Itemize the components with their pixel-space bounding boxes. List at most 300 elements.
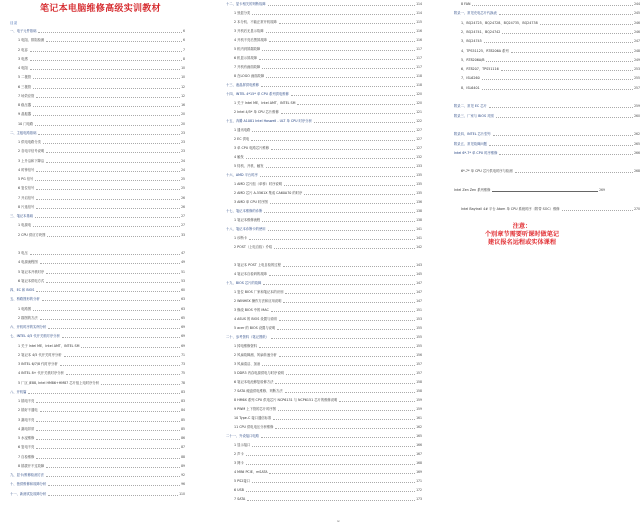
toc-entry[interactable]: [226, 334, 422, 341]
toc-entry-leader: [285, 392, 415, 393]
toc-entry[interactable]: [454, 113, 640, 120]
toc-entry-leader: [33, 115, 180, 116]
toc-entry[interactable]: [18, 121, 185, 128]
toc-entry-page: 27: [181, 214, 185, 218]
toc-entry[interactable]: [461, 57, 640, 64]
toc-entry[interactable]: [18, 407, 185, 414]
toc-entry-title: 十、独供维修和故障分析: [10, 482, 47, 487]
toc-entry[interactable]: [10, 324, 185, 331]
toc-entry-title: 1 电路图: [18, 306, 32, 311]
toc-entry-title: 3 修改 BIOS 中的 MAC: [234, 308, 269, 312]
toc-entry-page: 12: [181, 93, 185, 98]
toc-entry[interactable]: [234, 244, 422, 251]
toc-entry[interactable]: [18, 269, 185, 276]
toc-entry-page: 173: [416, 497, 422, 501]
toc-entry-title: 4 ASUS 的 BIOS 设置与说明: [234, 317, 277, 321]
toc-entry-title: 6*-7* 单 CPU 芯片供电时序与检测: [461, 169, 513, 174]
toc-entry[interactable]: [18, 361, 185, 368]
toc-entry-page: 138: [416, 218, 422, 222]
toc-entry[interactable]: [10, 333, 185, 340]
toc-entry[interactable]: [226, 226, 422, 233]
toc-entry[interactable]: [18, 56, 185, 63]
toc-entry-leader: [43, 143, 180, 144]
toc-entry-leader: [286, 374, 415, 375]
toc-entry[interactable]: [454, 10, 640, 17]
toc-entry[interactable]: [234, 379, 422, 386]
toc-entry-leader: [64, 356, 181, 357]
toc-entry-page: 69: [181, 334, 185, 339]
toc-entry[interactable]: [18, 259, 185, 266]
toc-entry-leader: [262, 50, 415, 51]
toc-entry[interactable]: [10, 472, 185, 479]
toc-entry[interactable]: [18, 195, 185, 202]
toc-entry-page: 249: [634, 57, 640, 62]
toc-entry-title: 2 笔记本 4/5 代开关时序分析: [18, 352, 62, 357]
toc-entry[interactable]: [234, 343, 422, 350]
toc-entry-title: 4 INTEL 8+ 代开关机时序分析: [18, 371, 64, 376]
toc-entry-leader: [278, 410, 415, 411]
toc-entry-page: 63: [181, 306, 185, 311]
toc-entry[interactable]: [226, 172, 422, 179]
toc-entry[interactable]: [18, 463, 185, 470]
toc-entry[interactable]: [234, 496, 422, 503]
toc-entry-page: 10: [181, 66, 185, 70]
toc-entry[interactable]: [18, 139, 185, 146]
toc-entry-leader: [249, 239, 415, 240]
toc-entry[interactable]: [18, 158, 185, 165]
toc-entry[interactable]: [18, 204, 185, 211]
toc-column-right: [433, 0, 640, 528]
toc-entry[interactable]: [461, 29, 640, 36]
toc-entry[interactable]: [18, 84, 185, 91]
toc-entry-page: 246: [634, 20, 640, 25]
toc-entry-page: 159: [416, 398, 422, 402]
toc-entry-title: 十二、显卡相关的判断故障: [226, 2, 266, 6]
toc-entry-leader: [486, 61, 633, 62]
toc-entry[interactable]: [234, 199, 422, 206]
toc-entry-leader: [339, 401, 415, 402]
toc-entry-page: 10: [181, 75, 185, 80]
toc-entry-title: Intel 6*-7* 单 CPU 时序维修: [454, 150, 498, 155]
toc-entry[interactable]: [461, 168, 640, 175]
toc-entry-page: 26: [181, 195, 185, 200]
toc-entry[interactable]: [461, 48, 640, 55]
toc-entry-leader: [36, 430, 180, 431]
toc-entry-leader: [501, 70, 633, 71]
toc-entry-leader: [261, 86, 415, 87]
toc-entry[interactable]: [18, 444, 185, 451]
toc-entry-title: 十四、INTEL 4*15* 单 CPU 系列供电维修: [226, 92, 289, 96]
toc-label[interactable]: 目录: [10, 21, 18, 25]
toc-entry-title: 5、RT8206A/B: [461, 57, 485, 62]
notice-heading: 注意：: [512, 223, 532, 230]
toc-entry-page: 165: [416, 434, 422, 438]
toc-entry[interactable]: [18, 370, 185, 377]
page-footer-mark: iv: [337, 519, 340, 523]
toc-entry-title: 8 片选信号: [18, 204, 35, 209]
toc-entry-leader: [36, 97, 180, 98]
toc-entry[interactable]: [10, 389, 185, 396]
toc-entry-leader: [252, 131, 415, 132]
toc-entry-title: 十五、奔腾 A1081 Intel Haswell - ULT 单 CPU 时序分析: [226, 119, 312, 123]
toc-entry[interactable]: [234, 442, 422, 449]
toc-entry-leader: [30, 254, 180, 255]
toc-entry-title: 1 笔记本维修流程: [234, 218, 261, 222]
toc-entry-leader: [499, 14, 633, 15]
toc-entry[interactable]: [234, 487, 422, 494]
toc-entry-title: 3 上升沿和下降沿: [18, 158, 45, 163]
toc-entry-title: 4 触发: [234, 155, 244, 159]
toc-entry-page: 49: [181, 260, 185, 265]
toc-entry-page: 23: [181, 149, 185, 154]
toc-entry-leader: [36, 421, 180, 422]
toc-entry-page: 23: [181, 130, 185, 135]
toc-entry-page: 25: [181, 186, 185, 191]
toc-entry[interactable]: [234, 181, 422, 188]
toc-entry[interactable]: [18, 65, 185, 72]
toc-entry-leader: [33, 310, 180, 311]
toc-entry-page: 158: [416, 380, 422, 384]
toc-entry-page: 25: [181, 177, 185, 181]
toc-entry-page: 92: [181, 473, 185, 477]
toc-entry[interactable]: [454, 187, 605, 194]
toc-entry-title: 5 PS2接口: [234, 479, 250, 483]
toc-entry[interactable]: [234, 352, 422, 359]
toc-entry-page: 53: [181, 278, 185, 283]
toc-entry-page: 255: [634, 76, 640, 81]
toc-entry-title: 二十、参考资料（笔记图纸）: [226, 335, 269, 339]
toc-entry[interactable]: [226, 91, 422, 98]
toc-entry[interactable]: [234, 424, 422, 431]
toc-entry-page: 20: [181, 112, 185, 117]
toc-entry[interactable]: [10, 481, 185, 488]
toc-entry[interactable]: [234, 64, 422, 71]
toc-entry[interactable]: [18, 74, 185, 81]
toc-entry[interactable]: [18, 111, 185, 118]
toc-entry[interactable]: [18, 380, 185, 387]
toc-entry-page: 84: [181, 408, 185, 413]
toc-entry-leader: [291, 95, 415, 96]
toc-entry-page: 51: [181, 269, 185, 274]
toc-entry[interactable]: [454, 150, 640, 157]
toc-entry-page: 33: [181, 232, 185, 237]
toc-entry[interactable]: [18, 250, 185, 257]
toc-entry[interactable]: [461, 66, 640, 73]
toc-entry-title: 二、主板电路基础: [10, 130, 37, 135]
toc-entry-title: 十一、新测试及故障分析: [10, 491, 47, 496]
toc-entry[interactable]: [234, 451, 422, 458]
toc-entry-title: 二十一、外设接口电路: [226, 434, 259, 438]
toc-entry[interactable]: [18, 102, 185, 109]
toc-entry-leader: [304, 194, 415, 195]
toc-entry[interactable]: [10, 491, 185, 498]
toc-entry[interactable]: [234, 109, 422, 116]
toc-entry[interactable]: [18, 398, 185, 405]
toc-entry[interactable]: [226, 82, 422, 89]
toc-entry-page: 143: [416, 263, 422, 267]
toc-entry-leader: [502, 33, 633, 34]
toc-entry[interactable]: [226, 280, 422, 287]
toc-entry-title: 7 开机有画面故障: [234, 65, 261, 69]
toc-entry-leader: [252, 446, 415, 447]
toc-entry[interactable]: [10, 296, 185, 303]
toc-entry-page: 246: [634, 29, 640, 34]
toc-entry[interactable]: [18, 315, 185, 322]
toc-entry[interactable]: [226, 1, 422, 8]
toc-entry-title: 2 电容: [18, 47, 28, 52]
toc-entry-page: 122: [416, 119, 422, 123]
toc-entry[interactable]: [234, 370, 422, 377]
toc-entry[interactable]: [234, 10, 422, 17]
toc-entry-page: 141: [416, 227, 422, 231]
toc-entry[interactable]: [234, 190, 422, 197]
toc-entry[interactable]: [461, 75, 640, 82]
toc-entry[interactable]: [226, 208, 422, 215]
toc-entry-title: 8 插拔开不过故障: [18, 463, 45, 468]
toc-entry-leader: [46, 41, 182, 42]
toc-entry-page: 269: [599, 188, 605, 192]
toc-entry-leader: [266, 167, 416, 168]
toc-entry[interactable]: [234, 262, 422, 269]
toc-entry[interactable]: [10, 287, 185, 294]
toc-entry[interactable]: [234, 478, 422, 485]
toc-entry[interactable]: [234, 136, 422, 143]
toc-entry[interactable]: [461, 20, 640, 27]
toc-entry-title: 1 电源电: [18, 223, 32, 228]
toc-entry-title: 2 WINHEX 操作方法和应用说明: [234, 299, 282, 303]
toc-entry-leader: [38, 32, 182, 33]
toc-entry-title: 五、桥路图形的分析: [10, 297, 40, 302]
toc-entry-page: 116: [416, 38, 422, 42]
toc-entry-leader: [562, 210, 634, 211]
toc-entry-leader: [262, 365, 415, 366]
toc-entry[interactable]: [234, 73, 422, 80]
toc-entry-page: 83: [181, 389, 185, 394]
document-title: 笔记本电脑维修高级实训教材: [40, 4, 161, 14]
toc-entry[interactable]: [18, 176, 185, 183]
toc-entry[interactable]: [18, 417, 185, 424]
toc-entry-title: 3 笔记本 POST 上电自检的过程: [234, 263, 281, 267]
toc-entry-title: 一、电子元件基础: [10, 29, 37, 33]
toc-entry-page: 155: [416, 344, 422, 348]
toc-entry[interactable]: [10, 213, 185, 220]
toc-entry[interactable]: [234, 217, 422, 224]
toc-entry-title: 6 USB: [234, 488, 244, 492]
toc-entry[interactable]: [18, 93, 185, 100]
toc-entry[interactable]: [18, 37, 185, 44]
toc-entry-title: 6、RT8207、TPS51116: [461, 67, 499, 72]
toc-entry[interactable]: [234, 460, 422, 467]
toc-entry[interactable]: [18, 167, 185, 174]
toc-entry[interactable]: [18, 148, 185, 155]
toc-entry-leader: [489, 145, 633, 146]
toc-entry-title: 1 供电电路分类: [18, 140, 41, 144]
toc-entry-title: 6 复位信号: [18, 186, 35, 191]
toc-entry[interactable]: [454, 131, 640, 138]
toc-entry-page: 259: [634, 104, 640, 109]
toc-entry-title: 附录三、厂家与 BIOS 对照: [454, 113, 494, 118]
toc-entry-page: 265: [634, 141, 640, 146]
toc-entry[interactable]: [18, 278, 185, 285]
toc-entry[interactable]: [10, 28, 185, 35]
toc-entry[interactable]: [234, 46, 422, 53]
toc-entry-page: 110: [179, 491, 185, 496]
toc-entry[interactable]: [234, 361, 422, 368]
toc-entry[interactable]: [234, 469, 422, 476]
toc-entry-title: 11 CPU 供电电压分析维修: [234, 425, 274, 429]
toc-entry[interactable]: [234, 406, 422, 413]
toc-entry[interactable]: [234, 235, 422, 242]
toc-entry-title: 八、开机篇: [10, 389, 27, 394]
toc-entry[interactable]: [234, 145, 422, 152]
toc-entry-leader: [274, 248, 415, 249]
toc-column-middle: [216, 0, 430, 528]
toc-entry-leader: [270, 203, 415, 204]
toc-entry-leader: [259, 347, 415, 348]
toc-entry[interactable]: [461, 85, 640, 92]
toc-entry-title: 3 AMD 单 CPU 时序图: [234, 200, 268, 204]
toc-entry[interactable]: [234, 316, 422, 323]
toc-entry-title: 7 开启信号: [18, 195, 35, 200]
toc-entry-leader: [36, 189, 180, 190]
toc-entry-page: 253: [634, 67, 640, 72]
toc-entry-page: 244: [634, 2, 640, 6]
toc-entry-page: 24: [181, 158, 185, 163]
toc-entry[interactable]: [18, 435, 185, 442]
toc-entry[interactable]: [234, 127, 422, 134]
toc-entry[interactable]: [234, 37, 422, 44]
toc-entry-leader: [268, 5, 416, 6]
toc-entry-leader: [36, 458, 180, 459]
toc-entry-title: 10 Type-C 接口通信标准: [234, 416, 272, 420]
toc-entry-page: 151: [416, 308, 422, 312]
toc-entry[interactable]: [234, 19, 422, 26]
toc-entry-page: 260: [634, 113, 640, 118]
toc-entry[interactable]: [234, 28, 422, 35]
toc-entry[interactable]: [18, 343, 185, 350]
toc-entry[interactable]: [234, 154, 422, 161]
notice-line-1: 个别章节需要听课时做笔记: [484, 231, 560, 238]
toc-entry-leader: [275, 428, 415, 429]
toc-entry[interactable]: [18, 222, 185, 229]
toc-entry-page: 83: [181, 399, 185, 403]
toc-entry-page: 147: [416, 290, 422, 294]
toc-entry-leader: [101, 384, 180, 385]
toc-entry-leader: [36, 171, 180, 172]
toc-entry[interactable]: [234, 298, 422, 305]
toc-entry-page: 6: [183, 38, 185, 43]
toc-entry-leader: [260, 176, 415, 177]
toc-entry[interactable]: [234, 271, 422, 278]
toc-entry-page: 262: [634, 132, 640, 137]
toc-entry[interactable]: [226, 118, 422, 125]
toc-entry-page: 268: [634, 169, 640, 174]
toc-entry-leader: [263, 284, 415, 285]
toc-entry-leader: [540, 24, 633, 25]
toc-entry[interactable]: [454, 141, 640, 148]
toc-entry-leader: [279, 23, 415, 24]
toc-entry[interactable]: [18, 232, 185, 239]
toc-entry[interactable]: [234, 307, 422, 314]
toc-entry-title: 1 AMD 芯片组（单桥）时序说明: [234, 182, 283, 186]
toc-entry-title: 7 SATA: [234, 497, 246, 501]
toc-entry[interactable]: [461, 1, 640, 8]
toc-entry-page: 248: [634, 48, 640, 53]
toc-entry[interactable]: [454, 103, 640, 110]
toc-entry[interactable]: [18, 306, 185, 313]
toc-entry[interactable]: [18, 454, 185, 461]
toc-entry-leader: [246, 455, 415, 456]
toc-entry-page: 114: [416, 11, 422, 15]
toc-entry[interactable]: [234, 55, 422, 62]
toc-entry-page: 12: [181, 84, 185, 89]
toc-entry-leader: [30, 51, 182, 52]
toc-entry-leader: [66, 374, 180, 375]
toc-entry-leader: [262, 221, 415, 222]
notice-box: [457, 223, 587, 247]
toc-entry-leader: [38, 134, 180, 135]
toc-entry[interactable]: [234, 325, 422, 332]
toc-entry-page: 168: [416, 461, 422, 465]
toc-entry[interactable]: [18, 185, 185, 192]
toc-entry-page: 247: [634, 39, 640, 44]
toc-entry-leader: [46, 467, 180, 468]
toc-entry-leader: [496, 117, 633, 118]
toc-entry-title: 六、开机时序的实例分析: [10, 325, 47, 329]
toc-entry[interactable]: [18, 47, 185, 54]
toc-entry[interactable]: [10, 130, 185, 137]
toc-entry[interactable]: [234, 397, 422, 404]
toc-entry-leader: [285, 293, 415, 294]
toc-entry-page: 114: [416, 2, 422, 6]
toc-entry-leader: [493, 135, 633, 136]
toc-entry-leader: [277, 329, 415, 330]
toc-entry-title: 8 稳压器: [18, 103, 32, 107]
toc-entry-leader: [268, 230, 416, 231]
toc-entry[interactable]: [234, 163, 422, 170]
toc-entry-title: 8 在LOGO 画面故障: [234, 74, 265, 78]
toc-entry-page: 245: [634, 11, 640, 16]
toc-entry[interactable]: [18, 352, 185, 359]
toc-entry[interactable]: [234, 388, 422, 395]
toc-entry-leader: [266, 77, 415, 78]
toc-entry-title: 5 DDR3 内存电源供电与时序说明: [234, 371, 284, 375]
toc-entry-page: 132: [416, 155, 422, 159]
toc-entry-title: 3 电感: [18, 56, 28, 61]
toc-entry-page: 47: [181, 251, 185, 255]
toc-entry-leader: [35, 217, 180, 218]
toc-entry-title: 6 复电不亮: [18, 445, 35, 450]
toc-entry-leader: [40, 411, 180, 412]
toc-entry[interactable]: [226, 433, 422, 440]
toc-entry[interactable]: [234, 415, 422, 422]
toc-entry-title: 2 各电平信号说明: [18, 149, 45, 154]
toc-entry[interactable]: [18, 426, 185, 433]
toc-entry[interactable]: [461, 206, 640, 213]
toc-entry-page: 171: [416, 479, 422, 483]
toc-entry[interactable]: [234, 289, 422, 296]
toc-entry-page: 116: [416, 29, 422, 33]
toc-entry-page: 135: [416, 173, 422, 177]
toc-entry-page: 147: [416, 299, 422, 303]
toc-entry[interactable]: [234, 100, 422, 107]
toc-entry-page: 60: [181, 288, 185, 292]
toc-entry-page: 89: [181, 463, 185, 468]
toc-entry[interactable]: [461, 38, 640, 45]
toc-entry-page: 121: [416, 110, 422, 114]
toc-entry-title: 2 声卡: [234, 452, 244, 456]
toc-entry-page: 157: [416, 362, 422, 366]
